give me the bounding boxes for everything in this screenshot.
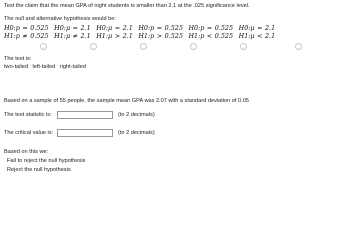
alt-option-4[interactable]: H1:p > 0.525 [138,32,183,40]
option-two-tailed[interactable]: two-tailed [4,64,28,70]
null-option-2[interactable]: H0:μ = 2.1 [54,24,91,32]
radio-circle[interactable] [140,43,147,50]
test-statistic-input[interactable] [57,111,113,119]
hypothesis-radio-1[interactable] [40,43,47,50]
hypotheses-heading: The null and alternative hypothesis would be: [4,16,116,22]
sample-info-text: Based on a sample of 55 people, the sample mean GPA was 2.07 with a standard deviation of 0.05 [4,98,249,104]
alt-hypotheses-row[interactable] [4,32,278,40]
null-option-5[interactable]: H0:p = 0.525 [188,24,234,32]
null-option-3[interactable]: H0:μ = 2.1 [96,24,133,32]
question-text: Test the claim that the mean GPA of night students is smaller than 2.1 at the .025 significance level. [4,3,250,9]
alt-option-6[interactable]: H1:μ < 2.1 [238,32,276,40]
alt-option-2[interactable]: H1:μ ≠ 2.1 [54,32,91,40]
hypothesis-radio-6[interactable] [295,43,302,50]
null-option-4[interactable]: H0:p = 0.525 [138,24,183,32]
critical-value-label: The critical value is: [4,130,54,136]
hypothesis-radio-5[interactable] [240,43,247,50]
radio-circle[interactable] [240,43,247,50]
alt-option-5[interactable]: H1:p < 0.525 [188,32,234,40]
radio-circle[interactable] [40,43,47,50]
option-left-tailed[interactable]: left-tailed [32,64,56,70]
critical-value-precision: (to 2 decimals) [118,130,155,136]
radio-circle[interactable] [295,43,302,50]
test-is-label: The test is: [4,56,32,62]
radio-circle[interactable] [190,43,197,50]
based-on-label: Based on this we: [4,149,49,155]
alt-option-3[interactable]: H1:μ > 2.1 [96,32,133,40]
alt-option-1[interactable]: H1:p ≠ 0.525 [4,32,49,40]
test-type-options[interactable] [4,64,89,71]
hypothesis-radio-4[interactable] [190,43,197,50]
null-hypotheses-row[interactable] [4,24,278,32]
test-statistic-precision: (to 2 decimals) [118,112,155,118]
test-statistic-label: The test statistic is: [4,112,52,118]
radio-circle[interactable] [90,43,97,50]
hypothesis-radio-2[interactable] [90,43,97,50]
option-right-tailed[interactable]: right-tailed [59,64,86,70]
null-option-1[interactable]: H0:p = 0.525 [4,24,49,32]
critical-value-input[interactable] [57,129,113,137]
option-reject[interactable]: Reject the null hypothesis [7,167,71,173]
option-fail-to-reject[interactable]: Fail to reject the null hypothesis [7,158,86,164]
null-option-6[interactable]: H0:μ = 2.1 [238,24,276,32]
hypothesis-radio-3[interactable] [140,43,147,50]
